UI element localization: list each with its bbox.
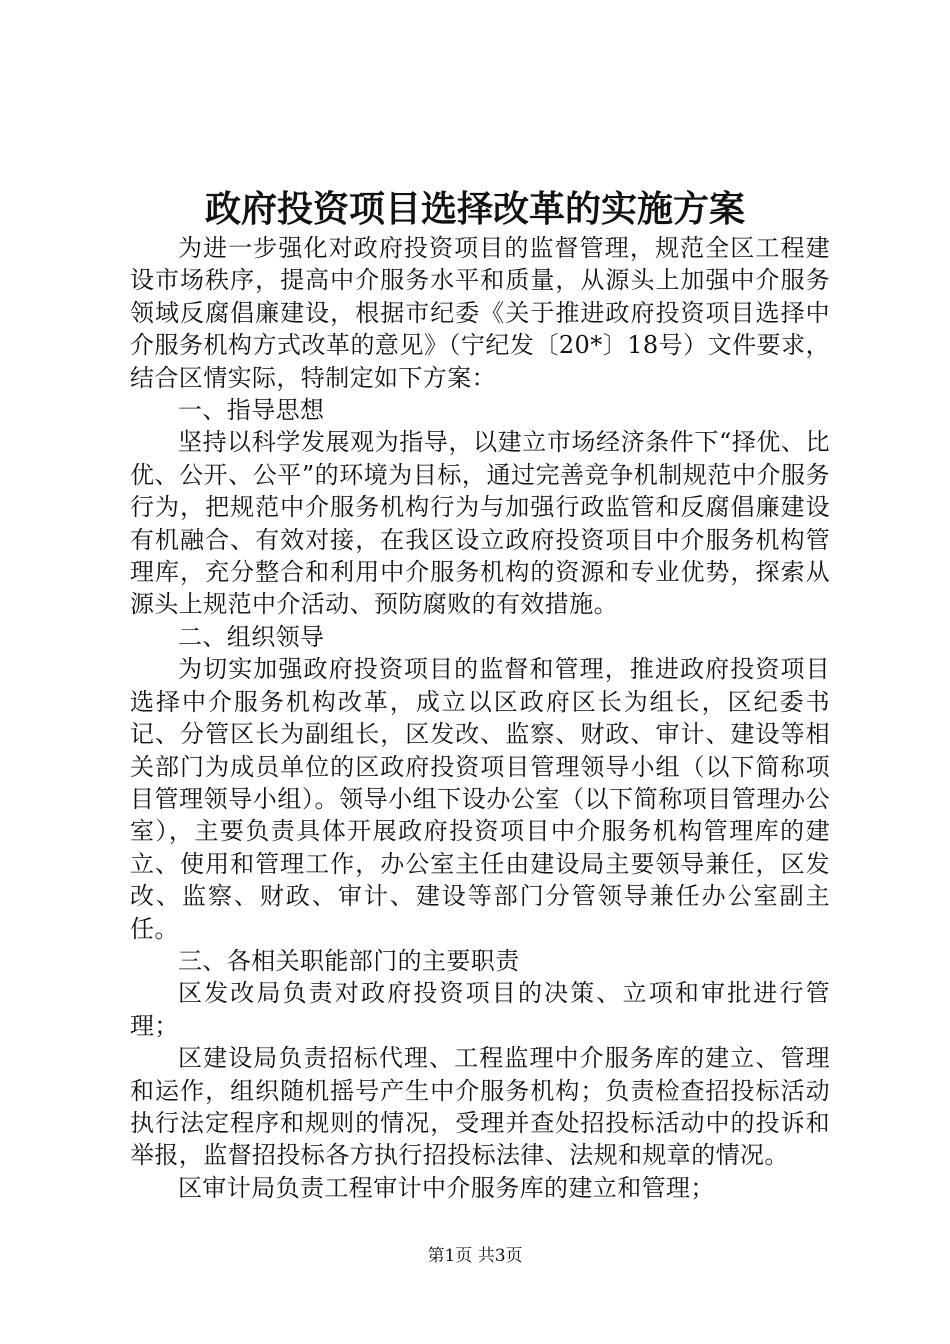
document-title: 政府投资项目选择改革的实施方案 bbox=[204, 188, 745, 230]
paragraph-organization: 为切实加强政府投资项目的监督和管理，推进政府投资项目选择中介服务机构改革，成立以区政府区长为组长，区纪委书记、分管区长为副组长，区发改、监察、财政、审计、建设等相关部门为成员单位的区政府投资项目管理领导小组（以下简称项目管理领导小组）。领导小组下设办公室（以下简称项目管理办公室），主要负责具体开展政府投资项目中介服务机构管理库的建立、使用和管理工作，办公室主任由建设局主要领导兼任，区发改、监察、财政、审计、建设等部门分管领导兼任办公室副主任。 bbox=[130, 655, 830, 943]
section-heading-2: 二、组织领导 bbox=[178, 622, 325, 651]
paragraph-audit-bureau: 区审计局负责工程审计中介服务库的建立和管理； bbox=[178, 1173, 715, 1202]
paragraph-construction-bureau: 区建设局负责招标代理、工程监理中介服务库的建立、管理和运作，组织随机摇号产生中介服务机构；负责检查招投标活动执行法定程序和规则的情况，受理并查处招投标活动中的投诉和举报，监督招投标各方执行招投标法律、法规和规章的情况。 bbox=[130, 1044, 830, 1170]
section-heading-3: 三、各相关职能部门的主要职责 bbox=[178, 946, 520, 975]
paragraph-guiding-principle: 坚持以科学发展观为指导，以建立市场经济条件下“择优、比优、公开、公平”的环境为目标，通过完善竞争机制规范中介服务行为，把规范中介服务机构行为与加强行政监管和反腐倡廉建设有机融合、有效对接，在我区设立政府投资项目中介服务机构管理库，充分整合和利用中介服务机构的资源和专业优势，探索从源头上规范中介活动、预防腐败的有效措施。 bbox=[130, 428, 830, 619]
document-body bbox=[130, 232, 830, 1204]
page-number-footer: 第1页 共3页 bbox=[427, 1246, 523, 1266]
paragraph-intro: 为进一步强化对政府投资项目的监督管理，规范全区工程建设市场秩序，提高中介服务水平和质量，从源头上加强中介服务领域反腐倡廉建设，根据市纪委《关于推进政府投资项目选择中介服务机构方式改革的意见》（宁纪发〔20*〕18号）文件要求，结合区情实际，特制定如下方案： bbox=[130, 234, 830, 392]
paragraph-development-bureau: 区发改局负责对政府投资项目的决策、立项和审批进行管理； bbox=[130, 979, 830, 1040]
section-heading-1: 一、指导思想 bbox=[178, 396, 325, 425]
